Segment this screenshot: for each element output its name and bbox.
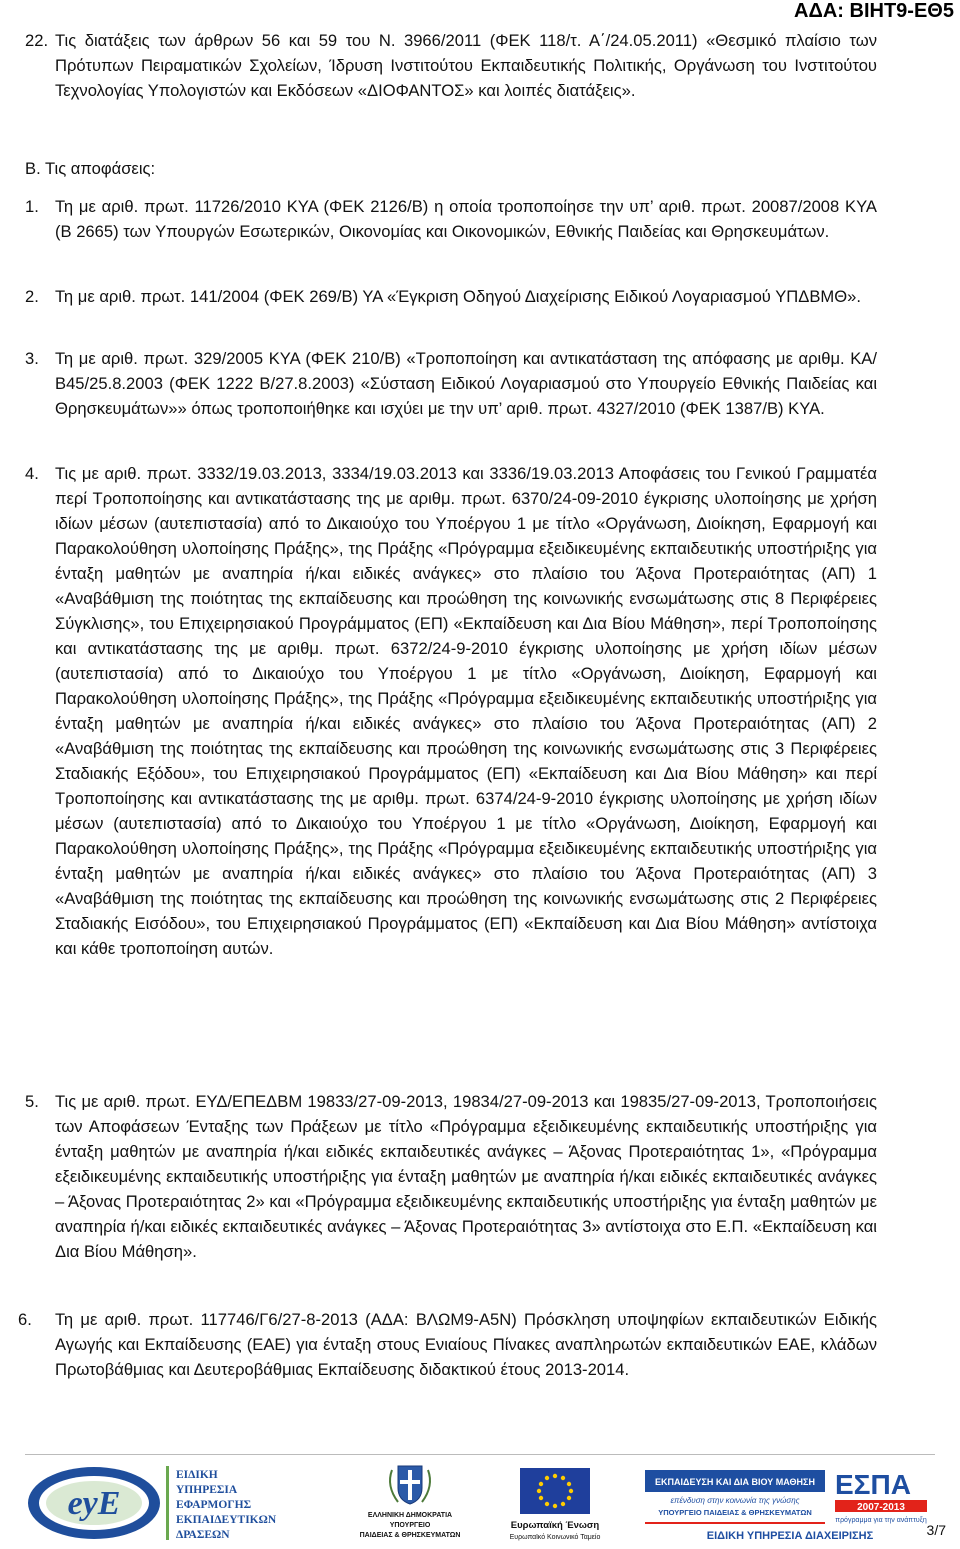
eye-logo-line-3: ΕΦΑΡΜΟΓΗΣ [176,1499,252,1511]
eye-logo-line-5: ΔΡΑΣΕΩΝ [176,1529,230,1541]
eye-logo [24,1458,286,1544]
eye-logo-line-2: ΥΠΗΡΕΣΙΑ [176,1484,238,1496]
eye-logo-line-1: ΕΙΔΙΚΗ [176,1469,218,1481]
header-ada-code: ΑΔΑ: ΒΙΗΤ9-ΕΘ5 [794,0,954,22]
eye-logo-graphic [24,1458,286,1544]
espa-program-logo [645,1462,935,1544]
decision-3-text: Τη με αριθ. πρωτ. 329/2005 ΚΥΑ (ΦΕΚ 210/Β) «Τροποποίηση και αντικατάσταση της απόφασης με αριθμ. ΚΑ/Β45/25.8.2003 (ΦΕΚ 1222 Β/27.8.2003) «Σύσταση Ειδικού Λογαριασμού στο Υπουργείο Εθνικής Παιδείας και Θρησκευμάτων»» όπως τροποποιήθηκε και ισχύει με την υπ’ αριθ. πρωτ. 4327/2010 (ΦΕΚ 1387/Β) ΚΥΑ. [55,349,877,418]
decision-2-number: 2. [25,287,39,306]
program-banner: ΕΚΠΑΙΔΕΥΣΗ ΚΑΙ ΔΙΑ ΒΙΟΥ ΜΑΘΗΣΗ [655,1477,815,1487]
crest-line-2: ΥΠΟΥΡΓΕΙΟ [389,1522,431,1529]
crest-line-3: ΠΑΙΔΕΙΑΣ & ΘΡΗΣΚΕΥΜΑΤΩΝ [360,1532,460,1539]
decision-4-text: Τις με αριθ. πρωτ. 3332/19.03.2013, 3334/19.03.2013 και 3336/19.03.2013 Αποφάσεις του Γενικού Γραμματέα περί Τροποποίησης και αντικατάστασης της με αριθμ. πρωτ. 6370/24-09-2010 έγκρισης υλοποίησης με χρήση ιδίων μέσων (αυτεπιστασία) από το Δικαιούχο του Υποέργου 1 με τίτλο «Οργάνωση, Διοίκηση, Εφαρμογή και Παρακολούθηση υλοποίησης Πράξης», της Πράξης «Πρόγραμμα εξειδικευμένης εκπαιδευτικής υποστήριξης για ένταξη μαθητών με αναπηρία ή/και ειδικές ανάγκες» στο πλαίσιο του Άξονα Προτεραιότητας (ΑΠ) 1 «Αναβάθμιση της ποιότητας της εκπαίδευσης και προώθηση της κοινωνικής ενσωμάτωσης στις 8 Περιφέρειες Σύγκλισης», του Επιχειρησιακού Προγράμματος (ΕΠ) «Εκπαίδευση και Δια Βίου Μάθηση», περί Τροποποίησης και αντικατάστασης της με αριθμ. πρωτ. 6372/24-9-2010 έγκρισης υλοποίησης με χρήση ιδίων μέσων (αυτεπιστασία) από το Δικαιούχο του Υποέργου 1 με τίτλο «Οργάνωση, Διοίκηση, Εφαρμογή και Παρακολούθηση υλοποίησης Πράξης», της Πράξης «Πρόγραμμα εξειδικευμένης εκπαιδευτικής υποστήριξης για ένταξη μαθητών με αναπηρία ή/και ειδικές ανάγκες» στο πλαίσιο του Άξονα Προτεραιότητας (ΑΠ) 2 «Αναβάθμιση της ποιότητας της εκπαίδευσης και προώθηση της κοινωνικής ενσωμάτωσης στις 3 Περιφέρειες Σταδιακής Εξόδου», του Επιχειρησιακού Προγράμματος (ΕΠ) «Εκπαίδευση και Δια Βίου Μάθηση» και περί Τροποποίησης και αντικατάστασης της με αριθμ. πρωτ. 6374/24-9-2010 έγκρισης υλοποίησης με χρήση ιδίων μέσων (αυτεπιστασία) από το Δικαιούχο του Υποέργου 1 με τίτλο «Οργάνωση, Διοίκηση, Εφαρμογή και Παρακολούθηση υλοποίησης Πράξης», της Πράξης «Πρόγραμμα εξειδικευμένης εκπαιδευτικής υποστήριξης για ένταξη μαθητών με αναπηρία ή/και ειδικές ανάγκες» στο πλαίσιο του Άξονα Προτεραιότητας (ΑΠ) 3 «Αναβάθμιση της ποιότητας της εκπαίδευσης και προώθηση της κοινωνικής ενσωμάτωσης στις 2 Περιφέρειες Σταδιακής Εισόδου», του Επιχειρησιακού Προγράμματος (ΕΠ) «Εκπαίδευση και Δια Βίου Μάθηση» αντίστοιχα και κάθε τροποποίηση αυτών. [55,464,877,958]
eu-caption-1: Ευρωπαϊκή Ένωση [510,1520,600,1531]
program-subtitle: επένδυση στην κοινωνία της γνώσης [670,1496,800,1505]
special-service-label: ΕΙΔΙΚΗ ΥΠΗΡΕΣΙΑ ΔΙΑΧΕΙΡΙΣΗΣ [706,1530,874,1542]
eu-flag-graphic [500,1462,610,1544]
decision-5-number: 5. [25,1092,39,1111]
decision-1-text: Τη με αριθ. πρωτ. 11726/2010 ΚΥΑ (ΦΕΚ 2126/Β) η οποία τροποποίησε την υπ’ αριθ. πρωτ. 20087/2008 ΚΥΑ (Β 2665) των Υπουργών Εσωτερικών, Οικονομίας και Οικονομικών, Εθνικής Παιδείας και Θρησκευμάτων. [55,197,877,241]
eye-logo-letters: eyE [67,1485,121,1522]
decision-6-number: 6. [18,1310,32,1329]
eye-logo-line-4: ΕΚΠΑΙΔΕΥΤΙΚΩΝ [176,1514,277,1526]
decision-2-text: Τη με αριθ. πρωτ. 141/2004 (ΦΕΚ 269/Β) ΥΑ «Έγκριση Οδηγού Διαχείρισης Ειδικού Λογαριασμού ΥΠΔΒΜΘ». [55,287,861,306]
ministry-crest-graphic [360,1462,460,1544]
item-22-text: Τις διατάξεις των άρθρων 56 και 59 του Ν. 3966/2011 (ΦΕΚ 118/τ. Α΄/24.05.2011) «Θεσμικό πλαίσιο των Πρότυπων Πειραματικών Σχολείων, Ίδρυση Ινστιτούτου Εκπαιδευτικής Πολιτικής, Οργάνωση του Ινστιτούτου Τεχνολογίας Υπολογιστών και Εκδόσεων «ΔΙΟΦΑΝΤΟΣ» και λοιπές διατάξεις». [55,31,877,100]
decision-3-number: 3. [25,349,39,368]
program-ministry: ΥΠΟΥΡΓΕΙΟ ΠΑΙΔΕΙΑΣ & ΘΡΗΣΚΕΥΜΑΤΩΝ [658,1508,812,1517]
ministry-crest-logo [360,1462,460,1544]
item-22-number: 22. [25,31,49,50]
espa-years: 2007-2013 [857,1502,905,1513]
decision-5-text: Τις με αριθ. πρωτ. ΕΥΔ/ΕΠΕΔΒΜ 19833/27-09-2013, 19834/27-09-2013 και 19835/27-09-2013, Τροποποιήσεις των Αποφάσεων Ένταξης των Πράξεων με τίτλο «Πρόγραμμα εξειδικευμένης εκπαιδευτικής υποστήριξης για ένταξη μαθητών με αναπηρία ή/και ειδικές εκπαιδευτικές ανάγκες – Άξονας Προτεραιότητας 1», «Πρόγραμμα εξειδικευμένης εκπαιδευτικής υποστήριξης για ένταξη μαθητών με αναπηρία ή/και ειδικές εκπαιδευτικές ανάγκες – Άξονας Προτεραιότητας 2» και «Πρόγραμμα εξειδικευμένης εκπαιδευτικής υποστήριξης για ένταξη μαθητών με αναπηρία ή/και ειδικές εκπαιδευτικές ανάγκες – Άξονας Προτεραιότητας 3» αντίστοιχα στο Ε.Π. «Εκπαίδευση και Δια Βίου Μάθηση». [55,1092,877,1261]
decision-6-text: Τη με αριθ. πρωτ. 117746/Γ6/27-8-2013 (ΑΔΑ: ΒΛΩΜ9-Α5Ν) Πρόσκληση υποψηφίων εκπαιδευτικών Ειδικής Αγωγής και Εκπαίδευσης (ΕΑΕ) για ένταξη στους Ενιαίους Πίνακες αναπληρωτών εκπαιδευτικών ΕΑΕ, κλάδων Πρωτοβάθμιας και Δευτεροβάθμιας Εκπαίδευσης διδακτικού έτους 2013-2014. [55,1310,877,1379]
espa-program-graphic [645,1462,935,1544]
decision-1-number: 1. [25,197,39,216]
footer-separator [25,1454,935,1455]
eu-flag-logo [500,1462,610,1544]
espa-slogan: πρόγραμμα για την ανάπτυξη [835,1517,927,1524]
page-number: 3/7 [926,1522,946,1538]
decision-4-number: 4. [25,464,39,483]
eu-caption-2: Ευρωπαϊκό Κοινωνικό Ταμείο [509,1534,601,1541]
espa-wordmark: ΕΣΠΑ [835,1469,911,1500]
crest-line-1: ΕΛΛΗΝΙΚΗ ΔΗΜΟΚΡΑΤΙΑ [367,1512,453,1519]
section-b-heading: Β. Τις αποφάσεις: [25,159,156,178]
